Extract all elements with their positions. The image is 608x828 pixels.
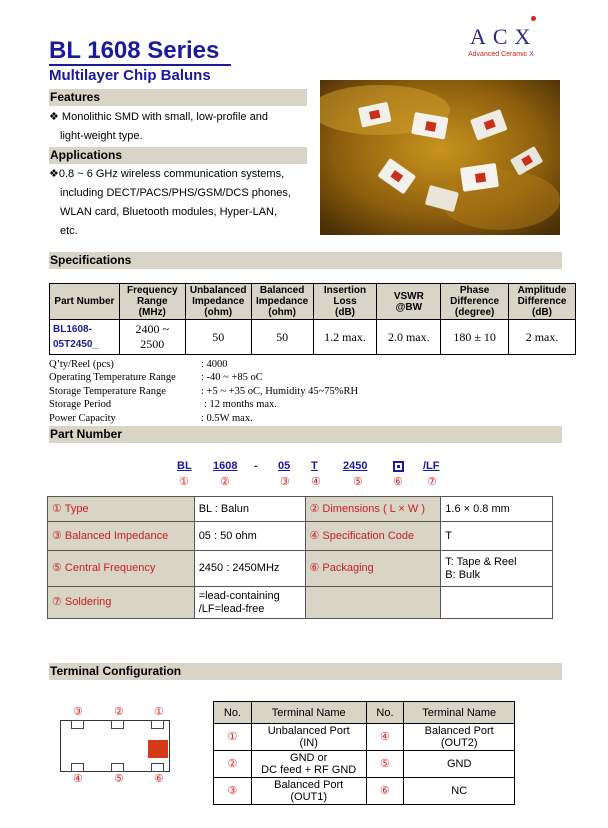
- specifications-heading: Specifications: [49, 252, 562, 269]
- cell-line: Unbalanced Port: [267, 725, 350, 737]
- cell-line: T: Tape & Reel: [445, 555, 517, 568]
- cell-line: 2500: [140, 337, 165, 351]
- spec-unbalanced-impedance: 50: [185, 320, 251, 355]
- applications-heading: Applications: [49, 147, 307, 164]
- terminal-header: Terminal Name: [251, 702, 366, 724]
- spec-frequency: [119, 320, 185, 355]
- extra-spec-label: Power Capacity: [49, 412, 116, 424]
- spec-header: [119, 284, 185, 320]
- pin-marker: ③: [73, 706, 83, 718]
- pn-marker: ③: [280, 476, 290, 488]
- pn-value: BL : Balun: [194, 497, 305, 522]
- pad-icon: [151, 720, 164, 729]
- header-line: Phase: [459, 285, 490, 296]
- pn-table-row: [48, 551, 553, 587]
- pn-value: [194, 587, 305, 619]
- page-title: BL 1608 Series: [49, 37, 220, 64]
- extra-spec-value: : -40 ~ +85 oC: [201, 372, 263, 384]
- extra-spec-row: [49, 371, 358, 384]
- pn-label: ④ Specification Code: [305, 522, 441, 551]
- pin-marker: ①: [154, 706, 164, 718]
- logo-subtitle: Advanced Ceramic X: [468, 51, 534, 58]
- header-line: Insertion: [323, 285, 367, 296]
- header-line: Unbalanced: [189, 285, 247, 296]
- cell-line: (OUT2): [440, 737, 478, 749]
- terminal-number: ⑥: [366, 778, 404, 805]
- header-line: Amplitude: [517, 285, 567, 296]
- terminal-name: GND: [404, 751, 515, 778]
- pad-icon: [111, 763, 124, 772]
- header-line: (dB): [335, 307, 356, 318]
- product-photo: [320, 80, 560, 235]
- cell-line: 2400 ~: [135, 322, 170, 336]
- pn-table-row: [48, 587, 553, 619]
- terminal-number: ⑤: [366, 751, 404, 778]
- spec-header: [441, 284, 509, 320]
- spec-header-row: [50, 284, 576, 320]
- pn-code-soldering: /LF: [423, 460, 440, 472]
- pn-code-impedance: 05: [278, 460, 291, 472]
- spec-phase-difference: 180 ± 10: [441, 320, 509, 355]
- pn-value: 2450 : 2450MHz: [194, 551, 305, 587]
- pn-value: 05 : 50 ohm: [194, 522, 305, 551]
- extra-specs-list: [49, 358, 358, 425]
- pn-marker: ②: [220, 476, 230, 488]
- cell-line: B: Bulk: [445, 568, 481, 581]
- header-line: Part Number: [54, 296, 115, 307]
- cell-line: Balanced Port: [424, 725, 494, 737]
- pn-value: [441, 551, 553, 587]
- pn-code-type: BL: [177, 460, 192, 472]
- header-line: Balanced: [259, 285, 305, 296]
- header-line: Range: [136, 296, 168, 307]
- terminal-header: No.: [366, 702, 404, 724]
- pn-marker: ⑥: [393, 476, 403, 488]
- extra-spec-label: Q’ty/Reel (pcs): [49, 359, 114, 370]
- spec-part-number: [50, 320, 120, 355]
- header-line: Loss: [333, 296, 357, 307]
- terminal-header: No.: [214, 702, 252, 724]
- extra-spec-row: [49, 358, 358, 371]
- pn-marker: ④: [311, 476, 321, 488]
- part-number-table: [47, 496, 553, 619]
- pin-marker: ②: [114, 706, 124, 718]
- pn-marker: ⑦: [427, 476, 437, 488]
- cell-line: (IN): [299, 737, 318, 749]
- header-line: (ohm): [268, 307, 297, 318]
- pn-label: ⑤ Central Frequency: [48, 551, 195, 587]
- extra-spec-row: [49, 398, 358, 411]
- pn-empty-cell: [305, 587, 441, 619]
- pn-label: ① Type: [48, 497, 195, 522]
- pn-code-dimensions: 1608: [213, 460, 238, 472]
- cell-line: =lead-containing: [198, 589, 280, 602]
- pn-label: ② Dimensions ( L × W ): [305, 497, 441, 522]
- applications-line: WLAN card, Bluetooth modules, Hyper-LAN,: [60, 206, 278, 218]
- pad-icon: [71, 763, 84, 772]
- terminal-table: [213, 701, 515, 805]
- pn-table-row: [48, 497, 553, 522]
- terminal-package-diagram: [56, 705, 176, 785]
- logo-dot-icon: [531, 16, 536, 21]
- cell-line: BL1608-: [53, 324, 92, 335]
- header-line: Difference: [517, 296, 567, 307]
- header-line: (MHz): [138, 307, 166, 318]
- specifications-table: [49, 283, 576, 355]
- terminal-row: [214, 751, 515, 778]
- page-subtitle: Multilayer Chip Baluns: [49, 67, 211, 84]
- header-line: Difference: [450, 296, 500, 307]
- features-heading: Features: [49, 89, 307, 106]
- pn-value: T: [441, 522, 553, 551]
- pn-packaging-box-icon: [393, 461, 404, 472]
- pn-table-row: [48, 522, 553, 551]
- terminal-name: [251, 778, 366, 805]
- terminal-config-heading: Terminal Configuration: [49, 663, 562, 680]
- terminal-name: [404, 724, 515, 751]
- logo-text: ACX: [470, 24, 538, 49]
- pn-value: 1.6 × 0.8 mm: [441, 497, 553, 522]
- extra-spec-label: Storage Temperature Range: [49, 385, 166, 397]
- spec-header: [50, 284, 120, 320]
- terminal-name: [251, 724, 366, 751]
- pn-code-frequency: 2450: [343, 460, 368, 472]
- header-line: Impedance: [256, 296, 309, 307]
- spec-balanced-impedance: 50: [251, 320, 313, 355]
- header-line: VSWR: [393, 290, 424, 302]
- spec-header: [509, 284, 576, 320]
- pn-label: ③ Balanced Impedance: [48, 522, 195, 551]
- features-text: [49, 108, 268, 146]
- features-line: ❖ Monolithic SMD with small, low-profile and: [49, 111, 268, 123]
- header-line: (dB): [532, 307, 553, 318]
- terminal-name: NC: [404, 778, 515, 805]
- header-line: Frequency: [126, 285, 178, 296]
- terminal-row: [214, 778, 515, 805]
- spec-header: [185, 284, 251, 320]
- extra-spec-value: : 0.5W max.: [201, 412, 253, 424]
- spec-insertion-loss: 1.2 max.: [313, 320, 377, 355]
- pin-marker: ④: [73, 773, 83, 785]
- spec-header: [377, 284, 441, 320]
- applications-text: [49, 165, 291, 241]
- pn-marker: ⑤: [353, 476, 363, 488]
- pad-icon: [111, 720, 124, 729]
- terminal-header: Terminal Name: [404, 702, 515, 724]
- acx-logo: [466, 22, 556, 62]
- spec-header: [313, 284, 377, 320]
- cell-line: DC feed + RF GND: [261, 764, 357, 776]
- spec-amplitude-difference: 2 max.: [509, 320, 576, 355]
- extra-spec-value: : 12 months max.: [204, 399, 277, 411]
- extra-spec-value: : +5 ~ +35 oC, Humidity 45~75%RH: [201, 385, 359, 397]
- terminal-name: [251, 751, 366, 778]
- terminal-number: ④: [366, 724, 404, 751]
- extra-spec-row: [49, 385, 358, 398]
- pn-code-separator: -: [254, 460, 258, 472]
- pn-empty-cell: [441, 587, 553, 619]
- header-line: Impedance: [192, 296, 245, 307]
- terminal-row: [214, 724, 515, 751]
- extra-spec-label: Operating Temperature Range: [49, 372, 176, 384]
- pad-icon: [71, 720, 84, 729]
- applications-line: etc.: [60, 225, 78, 237]
- applications-line: including DECT/PACS/PHS/GSM/DCS phones,: [60, 187, 291, 199]
- pin-marker: ⑥: [154, 773, 164, 785]
- header-line: @BW: [395, 301, 423, 313]
- pn-code-spec: T: [311, 460, 318, 472]
- pin-marker: ⑤: [114, 773, 124, 785]
- part-number-heading: Part Number: [49, 426, 562, 443]
- pn-label: ⑥ Packaging: [305, 551, 441, 587]
- extra-spec-value: : 4000: [201, 359, 228, 370]
- spec-header: [251, 284, 313, 320]
- spec-vswr: 2.0 max.: [377, 320, 441, 355]
- terminal-number: ③: [214, 778, 252, 805]
- extra-spec-row: [49, 412, 358, 425]
- cell-line: /LF=lead-free: [198, 602, 265, 615]
- pn-marker: ①: [179, 476, 189, 488]
- cell-line: (OUT1): [290, 791, 328, 803]
- header-line: (ohm): [204, 307, 233, 318]
- terminal-number: ①: [214, 724, 252, 751]
- header-line: (degree): [454, 307, 495, 318]
- applications-line: ❖0.8 ~ 6 GHz wireless communication systems,: [49, 168, 285, 180]
- spec-data-row: [50, 320, 576, 355]
- extra-spec-label: Storage Period: [49, 399, 112, 411]
- cell-line: 05T2450_: [53, 339, 99, 350]
- pad-icon: [151, 763, 164, 772]
- chip-photo-illustration: [320, 80, 560, 235]
- pn-label: ⑦ Soldering: [48, 587, 195, 619]
- features-line: light-weight type.: [60, 130, 143, 142]
- terminal-header-row: [214, 702, 515, 724]
- terminal-number: ②: [214, 751, 252, 778]
- title-underline: [49, 64, 231, 66]
- cell-line: GND or: [290, 752, 328, 764]
- orientation-mark-icon: [148, 740, 168, 758]
- cell-line: Balanced Port: [274, 779, 344, 791]
